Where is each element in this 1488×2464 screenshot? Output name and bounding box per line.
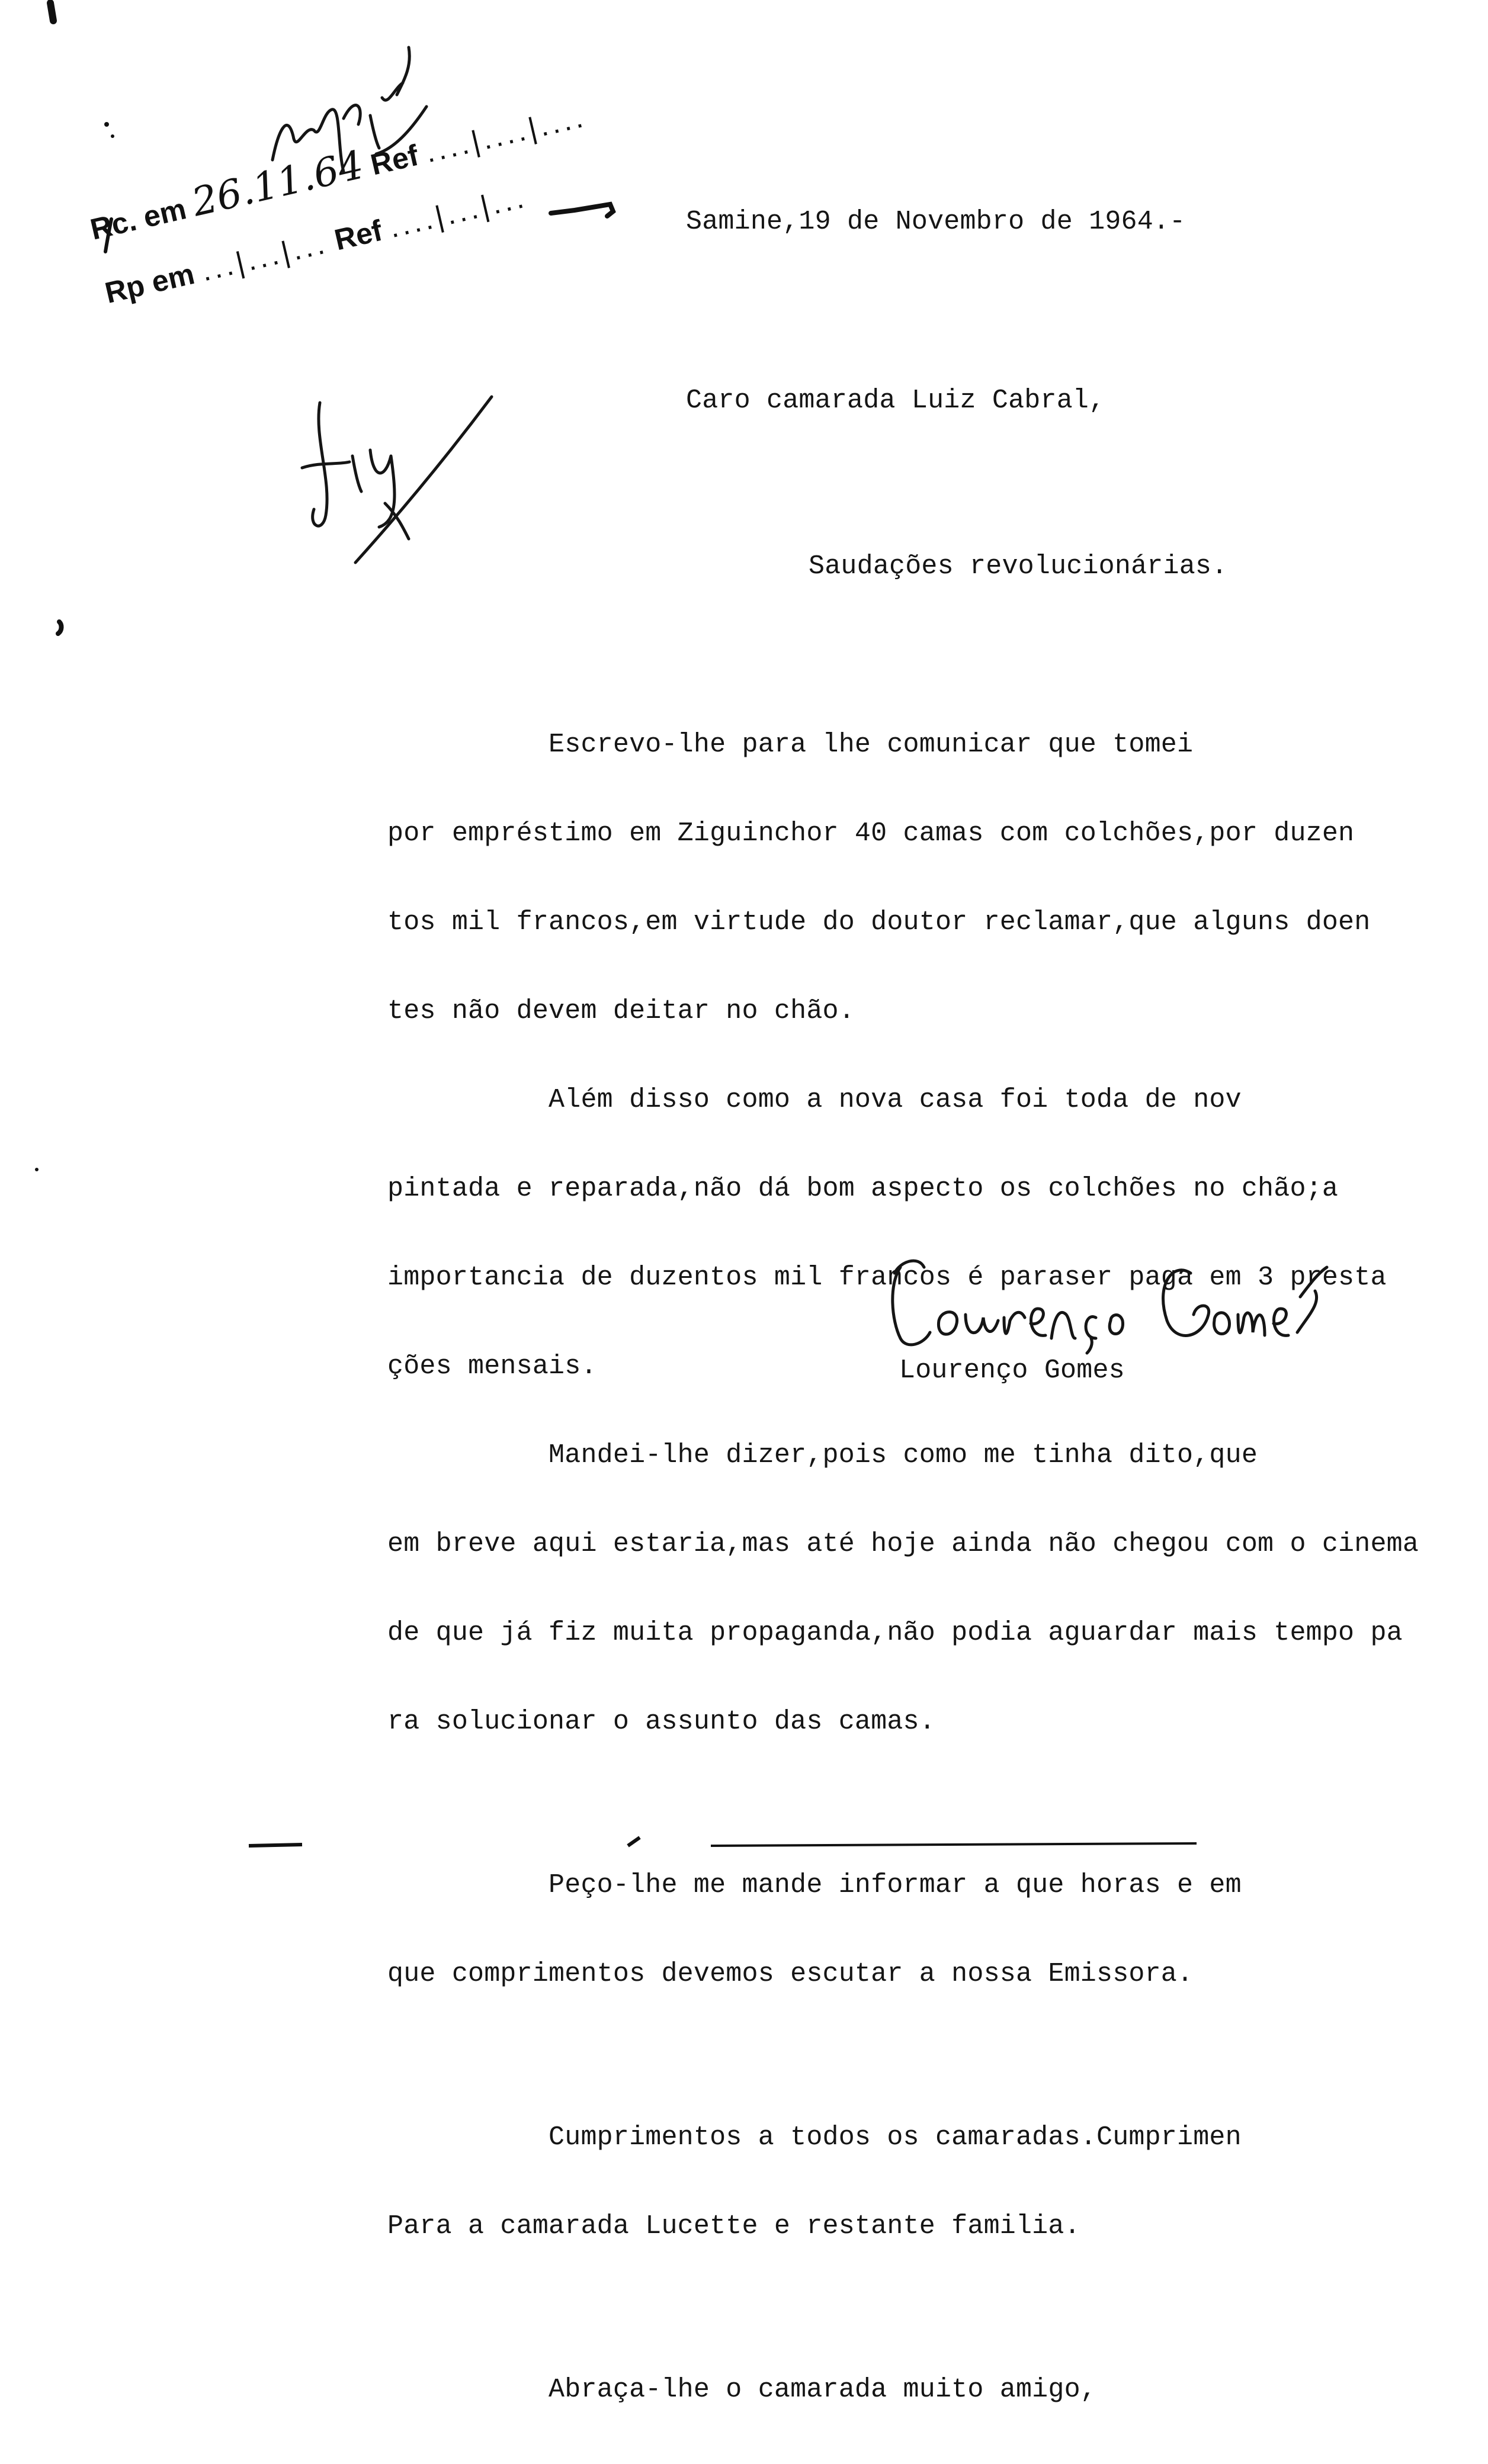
body-line: Cumprimentos a todos os camaradas.Cumprimen	[387, 2122, 1242, 2153]
body-line: de que já fiz muita propaganda,não podia aguardar mais tempo pa	[387, 1618, 1403, 1648]
replied-label: Rp em	[101, 256, 198, 310]
body-line: ções mensais.	[387, 1351, 597, 1382]
greeting: Saudações revolucionárias.	[809, 551, 1228, 582]
body-line: em breve aqui estaria,mas até hoje ainda não chegou com o cinema	[387, 1529, 1419, 1559]
typed-signature-name: Lourenço Gomes	[899, 1355, 1125, 1386]
body-line: que comprimentos devemos escutar a nossa Emissora.	[387, 1959, 1194, 1989]
signature-initial-mark	[296, 391, 509, 568]
body-line: pintada e reparada,não dá bom aspecto os colchões no chão;a	[387, 1174, 1339, 1204]
place-date: Samine,19 de Novembro de 1964.-	[686, 207, 1186, 237]
stamp-dots-3: ....|...|...	[386, 180, 530, 245]
body-line: Peço-lhe me mande informar a que horas e em	[387, 1870, 1242, 1900]
letter-body	[387, 671, 1419, 2464]
salutation: Caro camarada Luiz Cabral,	[686, 385, 1105, 416]
received-label: Rc. em	[87, 192, 190, 246]
body-line: Para a camarada Lucette e restante familia.	[387, 2211, 1080, 2241]
body-line: importancia de duzentos mil francos é paraser paga em 3 presta	[387, 1262, 1387, 1293]
stamp-dots-2: ...|...|...	[198, 226, 331, 288]
body-line: Além disso como a nova casa foi toda de nov	[387, 1085, 1242, 1115]
body-line: por empréstimo em Ziguinchor 40 camas com colchões,por duzen	[387, 818, 1355, 849]
body-line: tes não devem deitar no chão.	[387, 996, 855, 1026]
margin-tick-marks	[36, 0, 118, 1184]
body-line: Mandei-lhe dizer,pois como me tinha dito,que	[387, 1440, 1258, 1470]
received-date: 26.11.64	[187, 142, 368, 226]
body-line	[387, 2301, 1419, 2316]
ref-label-2: Ref	[331, 213, 386, 257]
body-line	[387, 1796, 1419, 1811]
body-line: Escrevo-lhe para lhe comunicar que tomei	[387, 730, 1194, 760]
ref-label-1: Ref	[367, 138, 422, 182]
body-line: ra solucionar o assunto das camas.	[387, 1707, 935, 1737]
body-line	[387, 2048, 1419, 2064]
body-line: Abraça-lhe o camarada muito amigo,	[387, 2375, 1096, 2405]
archive-initials-mark	[261, 41, 426, 195]
body-line: tos mil francos,em virtude do doutor reclamar,que alguns doen	[387, 907, 1371, 937]
stamp-dots-1: ....|....|....	[422, 99, 589, 169]
stamp-ink-smudge	[551, 198, 616, 222]
handwritten-signature	[883, 1249, 1345, 1368]
bottom-scan-marks	[249, 1833, 1197, 1848]
